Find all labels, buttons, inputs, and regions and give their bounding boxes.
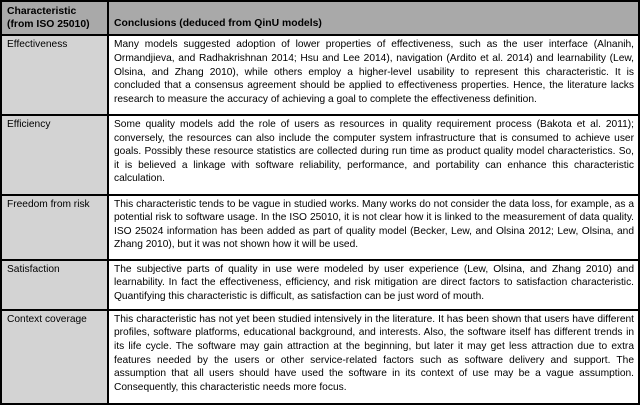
row-label-effectiveness: Effectiveness (2, 35, 108, 115)
row-conclusion-efficiency: Some quality models add the role of users as resources in quality requirement process (Bakota et al. 2011); conversely, the resources can also include the computer system infrastructure that is consumed to achieve user goals. Possibly these resource statistics are collected during run time as product quality model characteristics. So, it is believed a linkage with software reliability, performance, and portability can enhance this characteristic calculation. (108, 115, 638, 195)
row-conclusion-effectiveness: Many models suggested adoption of lower properties of effectiveness, such as the user interface (Alnanih, Ormandjieva, and Radhakrishnan 2014; Hsu and Lee 2014), navigation (Ardito et al. 2014) and learnability (Lew, Olsina, and Zhang 2010), while others employ a higher-level usability to represent this characteristic. It is concluded that a consensus agreement should be applied to effectiveness properties. Hence, the literature lacks research to measure the accuracy of achieving a goal to complete the effectiveness definition. (108, 35, 638, 115)
column-header-characteristic (2, 2, 108, 35)
row-label-context-coverage: Context coverage (2, 310, 108, 403)
column-header-conclusions: Conclusions (deduced from QinU models) (108, 2, 638, 35)
table-row (2, 115, 638, 195)
table-row (2, 260, 638, 310)
table-body (2, 35, 638, 403)
column-header-characteristic-line1: Characteristic (7, 6, 77, 17)
row-label-freedom-from-risk: Freedom from risk (2, 195, 108, 260)
row-label-satisfaction: Satisfaction (2, 260, 108, 310)
row-conclusion-freedom-from-risk: This characteristic tends to be vague in studied works. Many works do not consider the data loss, for example, as a potential risk to software usage. In the ISO 25010, it is not clear how it is linked to the measurement of data quality. ISO 25024 information has been added as part of quality model (Becker, Lew, and Olsina 2012; Lew, Olsina, and Zhang 2010), but it was not shown how it will be used. (108, 195, 638, 260)
quality-characteristics-table (2, 2, 638, 403)
table-header-row (2, 2, 638, 35)
table-row (2, 310, 638, 403)
table-row (2, 195, 638, 260)
table-row (2, 35, 638, 115)
row-conclusion-context-coverage: This characteristic has not yet been studied intensively in the literature. It has been shown that users have different profiles, software platforms, educational background, and interests. Also, the software itself has different trends in its life cycle. The software may gain attraction at the beginning, but later it may get less attraction due to extra features needed by the users or other service-related factors such as software delivery and support. The assumption that all users should have used the software in its context of use may be a vague assumption. Consequently, this characteristic needs more focus. (108, 310, 638, 403)
column-header-characteristic-line2: (from ISO 25010) (7, 19, 90, 31)
row-conclusion-satisfaction: The subjective parts of quality in use were modeled by user experience (Lew, Olsina, and Zhang 2010) and learnability. In fact the effectiveness, efficiency, and risk mitigation are direct factors to satisfaction characteristic. Quantifying this characteristic is difficult, as satisfaction can be just word of mouth. (108, 260, 638, 310)
row-label-efficiency: Efficiency (2, 115, 108, 195)
